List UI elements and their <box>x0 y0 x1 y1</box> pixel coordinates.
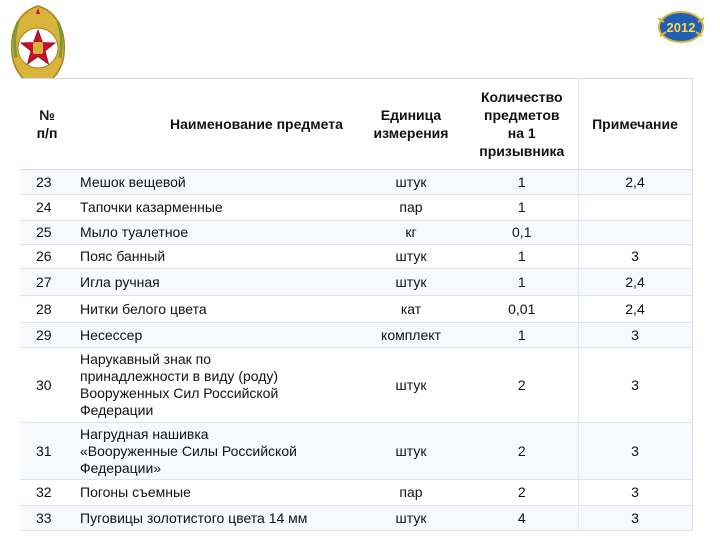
item-name-line: Мешок вещевой <box>80 173 186 190</box>
unit-cell: штук <box>356 269 466 296</box>
table-row <box>20 423 692 480</box>
item-name-cell <box>74 423 356 480</box>
header-unit-line: Единица <box>380 107 442 123</box>
item-name-line: Нитки белого цвета <box>80 300 207 317</box>
table-row <box>20 296 692 323</box>
item-name-cell <box>74 296 356 323</box>
quantity-cell: 4 <box>466 506 578 531</box>
column-header-num <box>20 79 74 170</box>
quantity-cell: 2 <box>466 423 578 480</box>
row-number-cell: 25 <box>20 221 74 245</box>
item-name-cell <box>74 245 356 269</box>
item-name-cell <box>74 480 356 506</box>
row-number-cell: 26 <box>20 245 74 269</box>
note-cell: 2,4 <box>578 170 692 195</box>
item-name-cell <box>74 170 356 195</box>
table-row <box>20 195 692 221</box>
unit-cell: штук <box>356 245 466 269</box>
note-cell <box>578 221 692 245</box>
unit-cell: штук <box>356 348 466 423</box>
item-name-line: принадлежности в виду (роду) <box>80 368 279 384</box>
table-row <box>20 506 692 531</box>
row-number-cell: 30 <box>20 348 74 423</box>
item-name-cell <box>74 506 356 531</box>
row-number-cell: 24 <box>20 195 74 221</box>
item-name-line: Нагрудная нашивка <box>80 425 209 442</box>
row-number-cell: 23 <box>20 170 74 195</box>
table-row <box>20 348 692 423</box>
unit-cell: штук <box>356 170 466 195</box>
header-num-line: № <box>39 107 55 123</box>
quantity-cell: 0,01 <box>466 296 578 323</box>
note-cell: 2,4 <box>578 296 692 323</box>
row-number-cell: 27 <box>20 269 74 296</box>
unit-cell: кат <box>356 296 466 323</box>
item-name-line: Федерации» <box>80 459 162 476</box>
column-header-qty <box>466 79 578 170</box>
quantity-cell: 1 <box>466 170 578 195</box>
quantity-cell: 1 <box>466 195 578 221</box>
table-header-row <box>20 79 692 170</box>
item-name-cell <box>74 195 356 221</box>
unit-cell: кг <box>356 221 466 245</box>
unit-cell: штук <box>356 423 466 480</box>
row-number-cell: 29 <box>20 323 74 348</box>
item-name-line: Нарукавный знак по <box>80 351 212 367</box>
item-name-line: Вооруженных Сил Российской <box>80 385 279 401</box>
military-emblem-icon <box>4 2 72 90</box>
column-header-note: Примечание <box>578 79 692 170</box>
note-cell: 3 <box>578 480 692 506</box>
item-name-line: Пояс банный <box>80 248 166 264</box>
items-table <box>20 78 693 531</box>
header-unit-line: измерения <box>373 125 449 141</box>
row-number-cell: 28 <box>20 296 74 323</box>
quantity-cell: 1 <box>466 269 578 296</box>
quantity-cell: 0,1 <box>466 221 578 245</box>
header-qty-line: на 1 <box>507 125 536 141</box>
item-name-cell <box>74 221 356 245</box>
table-row <box>20 269 692 296</box>
table-row <box>20 480 692 506</box>
item-name-cell <box>74 348 356 423</box>
year-2012-badge <box>652 8 710 46</box>
unit-cell: штук <box>356 506 466 531</box>
note-cell: 3 <box>578 245 692 269</box>
item-name-line: Погоны съемные <box>80 484 191 500</box>
item-name-line: Мыло туалетное <box>80 224 189 240</box>
note-cell: 3 <box>578 323 692 348</box>
table-row <box>20 170 692 195</box>
row-number-cell: 32 <box>20 480 74 506</box>
item-name-line: Пуговицы золотистого цвета 14 мм <box>80 509 308 526</box>
unit-cell: комплект <box>356 323 466 348</box>
unit-cell: пар <box>356 195 466 221</box>
quantity-cell: 1 <box>466 323 578 348</box>
note-cell: 3 <box>578 348 692 423</box>
item-name-line: Игла ручная <box>80 273 160 290</box>
header-qty-line: призывника <box>479 143 565 159</box>
note-cell: 3 <box>578 506 692 531</box>
table-row <box>20 323 692 348</box>
note-cell: 3 <box>578 423 692 480</box>
table-body <box>20 170 692 531</box>
header-qty-line: предметов <box>484 107 560 123</box>
item-name-line: Тапочки казарменные <box>80 199 223 215</box>
quantity-cell: 1 <box>466 245 578 269</box>
item-name-cell <box>74 323 356 348</box>
row-number-cell: 31 <box>20 423 74 480</box>
unit-cell: пар <box>356 480 466 506</box>
quantity-cell: 2 <box>466 480 578 506</box>
note-cell: 2,4 <box>578 269 692 296</box>
year-badge-text: 2012 <box>666 20 696 35</box>
table-row <box>20 221 692 245</box>
item-name-line: Несессер <box>80 326 143 343</box>
item-name-line: Федерации <box>80 402 154 418</box>
table-row <box>20 245 692 269</box>
note-cell <box>578 195 692 221</box>
header-qty-line: Количество <box>480 89 563 105</box>
item-name-line: «Вооруженные Силы Российской <box>80 442 297 459</box>
quantity-cell: 2 <box>466 348 578 423</box>
header-num-line: п/п <box>36 125 58 141</box>
row-number-cell: 33 <box>20 506 74 531</box>
column-header-unit <box>356 79 466 170</box>
column-header-name: Наименование предмета <box>74 79 356 170</box>
item-name-cell <box>74 269 356 296</box>
